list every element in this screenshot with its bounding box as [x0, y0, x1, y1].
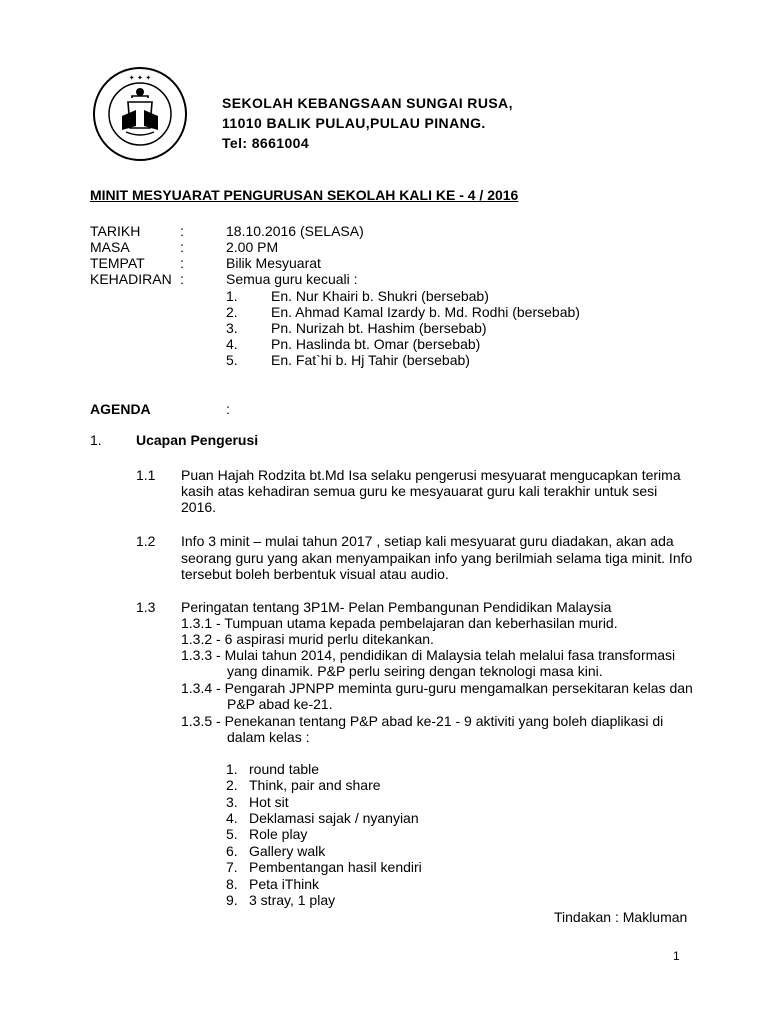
activity-number: 5. [226, 826, 238, 842]
svg-text:✦ ✦ ✦: ✦ ✦ ✦ [128, 74, 152, 82]
paragraph-line: 2016. [181, 499, 217, 515]
meta-value-time: 2.00 PM [226, 239, 279, 255]
agenda-separator: : [226, 401, 230, 417]
meta-value-attendance: Semua guru kecuali : [226, 271, 358, 287]
subitem-line: 1.3.3 - Mulai tahun 2014, pendidikan di Malaysia telah melalui fasa transformasi [181, 647, 676, 663]
activity-item: round table [249, 761, 320, 777]
page-number: 1 [673, 949, 680, 963]
activity-number: 7. [226, 859, 238, 875]
subitem-line: 1.3.5 - Penekanan tentang P&P abad ke-21 - 9 aktiviti yang boleh diaplikasi di [181, 713, 664, 729]
absentee-number: 2. [226, 304, 238, 320]
school-phone: Tel: 8661004 [222, 135, 310, 151]
activity-number: 6. [226, 843, 238, 859]
action-note: Tindakan : Makluman [554, 909, 688, 925]
activity-number: 9. [226, 892, 238, 908]
activity-number: 2. [226, 777, 238, 793]
activity-item: Gallery walk [249, 843, 326, 859]
item-number: 1.2 [136, 533, 156, 549]
meta-separator: : [180, 255, 184, 271]
subitem-line: 1.3.1 - Tumpuan utama kepada pembelajaran dan keberhasilan murid. [181, 615, 618, 631]
paragraph-line: seorang guru yang akan menyampaikan info yang berilmiah selama tiga minit. Info [181, 550, 693, 566]
school-logo [92, 66, 188, 162]
meta-label: TARIKH [90, 223, 141, 239]
activity-item: Hot sit [249, 794, 289, 810]
activity-item: Think, pair and share [249, 777, 381, 793]
paragraph-line: Puan Hajah Rodzita bt.Md Isa selaku pengerusi mesyuarat mengucapkan terima [181, 467, 681, 483]
absentee-name: Pn. Haslinda bt. Omar (bersebab) [271, 336, 481, 352]
meta-separator: : [180, 239, 184, 255]
paragraph-line: kasih atas kehadiran semua guru ke mesyauarat guru kali terakhir untuk sesi [181, 483, 658, 499]
subitem-line: 1.3.2 - 6 aspirasi murid perlu ditekankan. [181, 631, 434, 647]
activity-number: 8. [226, 876, 238, 892]
activity-number: 1. [226, 761, 238, 777]
activity-item: Role play [249, 826, 308, 842]
absentee-number: 4. [226, 336, 238, 352]
activity-number: 3. [226, 794, 238, 810]
paragraph-line: Peringatan tentang 3P1M- Pelan Pembangunan Pendidikan Malaysia [181, 599, 612, 615]
subitem-line: 1.3.4 - Pengarah JPNPP meminta guru-guru mengamalkan persekitaran kelas dan [181, 680, 693, 696]
subitem-line: P&P abad ke-21. [227, 696, 333, 712]
absentee-name: En. Nur Khairi b. Shukri (bersebab) [271, 288, 489, 304]
meta-label: KEHADIRAN [90, 271, 172, 287]
section-number: 1. [90, 432, 102, 448]
absentee-number: 1. [226, 288, 238, 304]
absentee-name: Pn. Nurizah bt. Hashim (bersebab) [271, 320, 487, 336]
absentee-number: 5. [226, 352, 238, 368]
paragraph-line: Info 3 minit – mulai tahun 2017 , setiap kali mesyuarat guru diadakan, akan ada [181, 533, 674, 549]
activity-item: Deklamasi sajak / nyanyian [249, 810, 419, 826]
subitem-line: yang dinamik. P&P perlu seiring dengan teknologi masa kini. [227, 663, 603, 679]
activity-item: 3 stray, 1 play [249, 892, 336, 908]
activity-item: Peta iThink [249, 876, 320, 892]
meta-value-venue: Bilik Mesyuarat [226, 255, 321, 271]
meta-value-date: 18.10.2016 (SELASA) [226, 223, 364, 239]
activity-item: Pembentangan hasil kendiri [249, 859, 422, 875]
paragraph-line: tersebut boleh berbentuk visual atau audio. [181, 566, 449, 582]
item-number: 1.1 [136, 467, 156, 483]
document-title: MINIT MESYUARAT PENGURUSAN SEKOLAH KALI KE - 4 / 2016 [90, 187, 519, 203]
school-address: 11010 BALIK PULAU,PULAU PINANG. [222, 115, 486, 131]
item-number: 1.3 [136, 599, 156, 615]
activity-number: 4. [226, 810, 238, 826]
meta-label: MASA [90, 239, 130, 255]
absentee-name: En. Ahmad Kamal Izardy b. Md. Rodhi (bersebab) [271, 304, 580, 320]
subitem-line: dalam kelas : [227, 729, 310, 745]
meta-separator: : [180, 223, 184, 239]
meta-label: TEMPAT [90, 255, 145, 271]
absentee-number: 3. [226, 320, 238, 336]
section-heading: Ucapan Pengerusi [136, 432, 259, 448]
meta-separator: : [180, 271, 184, 287]
school-name: SEKOLAH KEBANGSAAN SUNGAI RUSA, [222, 95, 513, 111]
agenda-label: AGENDA [90, 401, 151, 417]
absentee-name: En. Fat`hi b. Hj Tahir (bersebab) [271, 352, 470, 368]
